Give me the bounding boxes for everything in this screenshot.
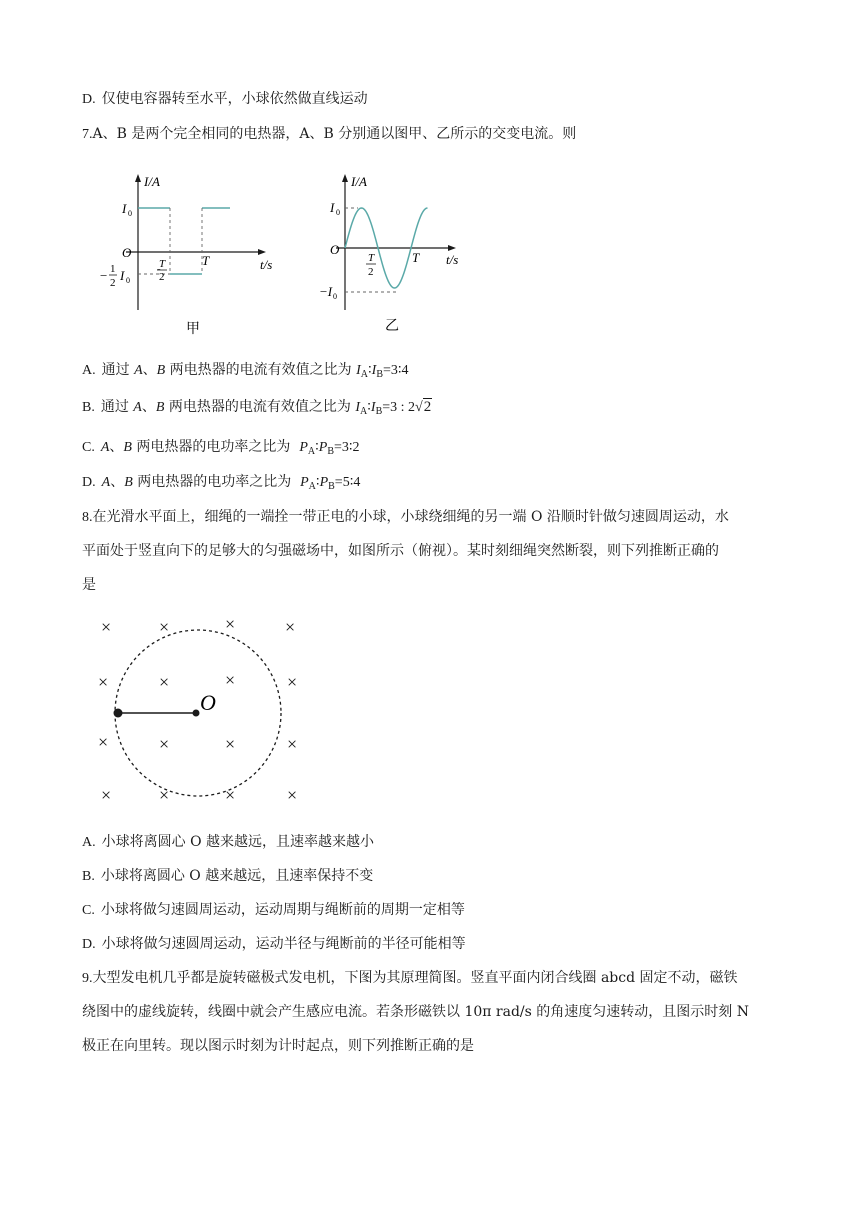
qty2: I	[371, 363, 377, 378]
qty2: P	[318, 440, 328, 455]
neg-i0-sub: 0	[333, 292, 337, 301]
half-i0-sub: 0	[126, 276, 130, 285]
y-axis-label: I/A	[144, 174, 160, 189]
qty1: I	[356, 363, 361, 378]
sep: 、	[109, 439, 124, 455]
sub1: A	[307, 446, 316, 457]
t-half-num: T	[368, 252, 375, 264]
var-a: A	[101, 475, 111, 490]
half-num: 1	[110, 263, 116, 275]
radicand: 2	[423, 399, 432, 415]
option-label: B.	[82, 869, 95, 884]
option-label: D.	[82, 937, 96, 952]
y-axis-label: I/A	[351, 174, 367, 189]
cross-mark: ×	[101, 617, 112, 637]
option-text: 小球将离圆心 O 越来越远，且速率保持不变	[100, 868, 374, 884]
question-number: 7.	[82, 127, 93, 142]
neg-i0-label: −I	[319, 284, 333, 299]
sub2: B	[375, 406, 383, 417]
var-a: A	[100, 440, 110, 455]
sub2: B	[376, 369, 384, 380]
cross-mark: ×	[98, 732, 109, 752]
option-text: 仅使电容器转至水平，小球依然做直线运动	[101, 91, 368, 107]
q7-option-c	[82, 437, 360, 462]
sqrt: √2	[415, 399, 432, 415]
q8-option-b	[82, 866, 373, 887]
cross-mark: ×	[287, 734, 298, 754]
i0-label: I	[330, 200, 335, 215]
cross-mark: ×	[159, 734, 170, 754]
colon: ∶	[315, 474, 320, 490]
option-label: A.	[82, 835, 96, 850]
center-point	[193, 710, 200, 717]
t-half-num: T	[159, 258, 166, 270]
option-mid: 两电热器的电功率之比为	[136, 439, 291, 455]
colon: ∶	[367, 399, 371, 415]
x-axis-arrow	[258, 249, 266, 255]
neg-sign: −	[100, 268, 108, 283]
field-crosses	[98, 614, 297, 805]
result: =3∶2	[334, 440, 360, 455]
guide-lines	[138, 208, 202, 274]
var-b: B	[124, 475, 133, 490]
q9-stem-line3: 极正在向里转。现以图示时刻为计时起点，则下列推断正确的是	[82, 1038, 474, 1054]
sep: 、	[141, 399, 156, 415]
caption-yi: 乙	[385, 319, 399, 334]
q6-option-d	[82, 89, 368, 110]
result: =3∶4	[383, 363, 409, 378]
option-label: C.	[82, 440, 95, 455]
q9-stem-line2: 绕图中的虚线旋转，线圈中就会产生感应电流。若条形磁铁以 10π rad/s 的角速度匀速转动，且图示时刻 N	[82, 1004, 749, 1020]
option-mid: 两电热器的电流有效值之比为	[169, 362, 352, 378]
cross-mark: ×	[159, 617, 170, 637]
var-b: B	[123, 440, 132, 455]
q7-option-b	[82, 397, 432, 422]
qty1: P	[299, 440, 308, 455]
t-half-sign: -	[157, 263, 161, 275]
option-mid: 两电热器的电流有效值之比为	[168, 399, 351, 415]
i0-sub: 0	[128, 209, 132, 218]
q7-option-a	[82, 360, 409, 385]
option-label: A.	[82, 363, 96, 378]
sep: 、	[110, 474, 125, 490]
ball	[114, 709, 123, 718]
cross-mark: ×	[159, 672, 170, 692]
sub1: A	[360, 406, 368, 417]
half-den: 2	[110, 277, 116, 289]
q7-option-d	[82, 472, 360, 497]
sub1: A	[360, 369, 369, 380]
y-axis-arrow	[135, 174, 141, 182]
cross-mark: ×	[101, 785, 112, 805]
q7-stem	[82, 124, 576, 145]
qty2: P	[319, 475, 329, 490]
var-a: A	[134, 363, 143, 378]
q8-option-c	[82, 900, 465, 921]
cross-mark: ×	[98, 672, 109, 692]
option-text: 小球将做匀速圆周运动，运动周期与绳断前的周期一定相等	[100, 902, 465, 918]
option-label: C.	[82, 903, 95, 918]
question-text: 在光滑水平面上，细绳的一端拴一带正电的小球，小球绕细绳的另一端 O 沿顺时针做匀速圆周运动，水	[92, 509, 729, 525]
q8-stem-line1	[82, 507, 729, 528]
origin-label: O	[330, 242, 340, 257]
qty2: I	[370, 400, 376, 415]
var-b: B	[155, 400, 165, 415]
center-label: O	[200, 690, 216, 715]
option-text: 小球将离圆心 O 越来越远，且速率越来越小	[101, 834, 375, 850]
origin-label: O	[122, 245, 132, 260]
t-label: T	[202, 253, 210, 268]
question-number: 9.	[82, 971, 93, 986]
q8-option-a	[82, 832, 374, 853]
sep: 、	[142, 362, 157, 378]
square-wave	[138, 208, 230, 274]
cross-mark: ×	[287, 672, 298, 692]
q8-stem-line2: 平面处于竖直向下的足够大的匀强磁场中，如图所示（俯视）。某时刻细绳突然断裂，则下列推断正确的	[82, 543, 719, 559]
q7-figure-yi	[318, 168, 488, 338]
question-text: A、B 是两个完全相同的电热器，A、B 分别通以图甲、乙所示的交变电流。则	[92, 126, 577, 142]
cross-mark: ×	[225, 670, 236, 690]
cross-mark: ×	[225, 785, 236, 805]
cross-mark: ×	[225, 734, 236, 754]
q9-stem-line1	[82, 968, 738, 989]
cross-mark: ×	[159, 785, 170, 805]
option-label: D.	[82, 92, 96, 107]
x-axis-label: t/s	[260, 257, 273, 272]
q8-stem-line3: 是	[82, 577, 96, 593]
sub2: B	[328, 481, 335, 492]
option-label: D.	[82, 475, 96, 490]
question-text: 大型发电机几乎都是旋转磁极式发电机，下图为其原理简图。竖直平面内闭合线圈 abcd 固定不动，磁铁	[92, 970, 738, 986]
var-a: A	[133, 400, 142, 415]
half-i0-label: I	[120, 268, 125, 283]
qty1: P	[300, 475, 309, 490]
x-axis-arrow	[448, 245, 456, 251]
colon: ∶	[315, 439, 319, 455]
result: =5∶4	[334, 475, 361, 490]
option-mid: 两电热器的电功率之比为	[137, 474, 292, 490]
q8-option-d	[82, 934, 466, 955]
cross-mark: ×	[287, 785, 298, 805]
option-label: B.	[82, 400, 95, 415]
t-half-den: 2	[159, 271, 165, 283]
y-axis-arrow	[342, 174, 348, 182]
question-number: 8.	[82, 510, 93, 525]
sub2: B	[327, 446, 335, 457]
caption-jia: 甲	[186, 322, 200, 337]
t-half-den: 2	[368, 266, 374, 278]
cross-mark: ×	[285, 617, 296, 637]
option-pre: 通过	[100, 399, 129, 415]
qty1: I	[355, 400, 360, 415]
colon: ∶	[368, 362, 372, 378]
t-label: T	[412, 250, 420, 265]
cross-mark: ×	[225, 614, 236, 634]
result: =3 : 2	[382, 400, 416, 415]
option-text: 小球将做匀速圆周运动，运动半径与绳断前的半径可能相等	[101, 936, 466, 952]
q8-magnetic-field-figure	[90, 610, 320, 815]
x-axis-label: t/s	[446, 252, 459, 267]
q7-figure-jia	[98, 168, 288, 338]
i0-sub: 0	[336, 208, 340, 217]
var-b: B	[156, 363, 166, 378]
option-pre: 通过	[101, 362, 130, 378]
i0-label: I	[122, 201, 127, 216]
sub1: A	[308, 481, 316, 492]
